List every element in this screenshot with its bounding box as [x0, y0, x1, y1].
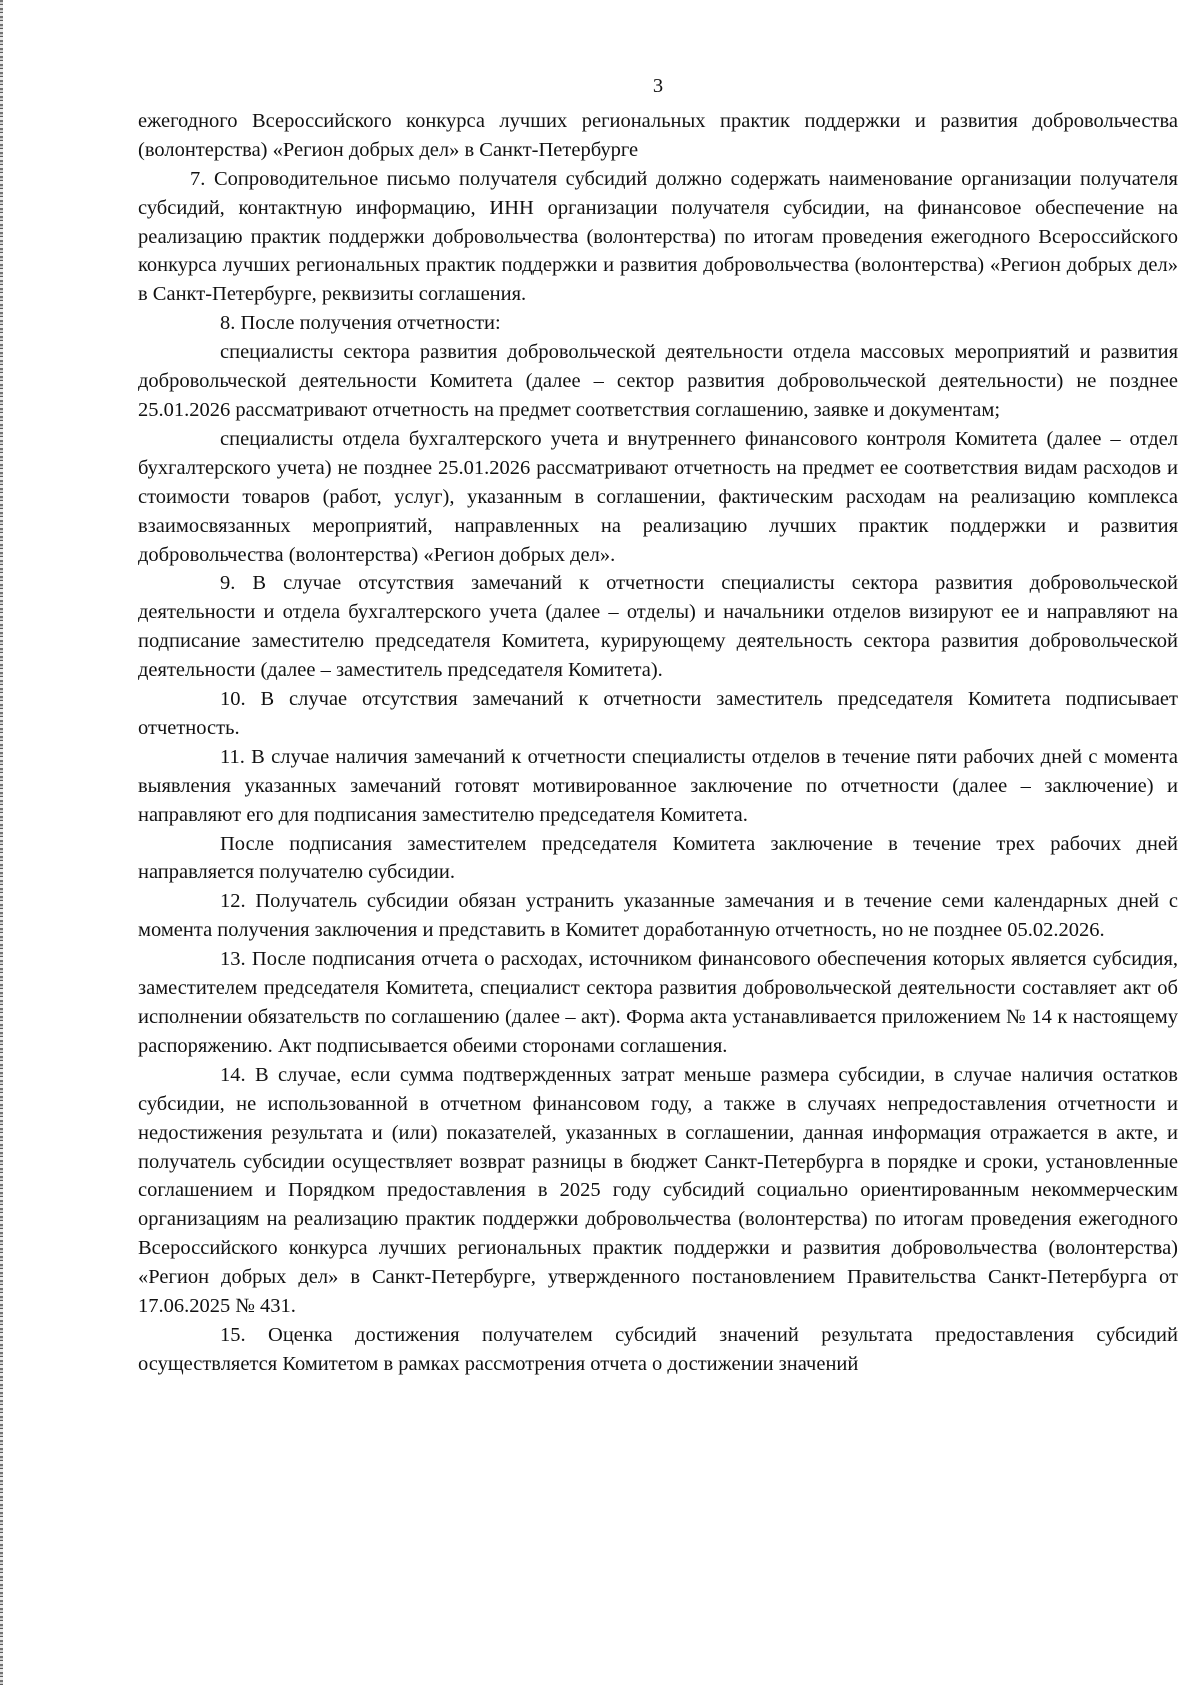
paragraph-14: 14. В случае, если сумма подтвержденных затрат меньше размера субсидии, в случае наличия остатков субсидии, не использованной в отчетном финансовом году, а также в случаях непредоставления отчетности и недостижения результата и (или) показателей, указанных в соглашении, данная информация отражается в акте, и получатель субсидии осуществляет возврат разницы в бюджет Санкт-Петербурга в порядке и сроки, установленные соглашением и Порядком предоставления в 2025 году субсидий социально ориентированным некоммерческим организациям на реализацию практик поддержки добровольчества (волонтерства) по итогам проведения ежегодного Всероссийского конкурса лучших региональных практик поддержки и развития добровольчества (волонтерства) «Регион добрых дел» в Санкт-Петербурге, утвержденного постановлением Правительства Санкт-Петербурга от 17.06.2025 № 431. [138, 1063, 1178, 1318]
paragraph-15: 15. Оценка достижения получателем субсидий значений результата предоставления субсидий осуществляется Комитетом в рамках рассмотрения отчета о достижении значений [138, 1323, 1178, 1375]
paragraph-9: 9. В случае отсутствия замечаний к отчетности специалисты сектора развития добровольческой деятельности и отдела бухгалтерского учета (далее – отделы) и начальники отделов визируют ее и направляют на подписание заместителю председателя Комитета, курирующему деятельность сектора развития добровольческой деятельности (далее – заместитель председателя Комитета). [138, 572, 1178, 682]
paragraph-10: 10. В случае отсутствия замечаний к отчетности заместитель председателя Комитета подписывает отчетность. [138, 688, 1178, 739]
document-page [138, 72, 1178, 1379]
paragraph-8-sector-specialists: специалисты сектора развития добровольческой деятельности отдела массовых мероприятий и развития добровольческой деятельности Комитета (далее – сектор развития добровольческой деятельности) не позднее 25.01.2026 рассматривают отчетность на предмет соответствия соглашению, заявке и документам; [138, 341, 1178, 421]
page-number: 3 [652, 75, 664, 97]
paragraph-13: 13. После подписания отчета о расходах, источником финансового обеспечения которых является субсидия, заместителем председателя Комитета, специалист сектора развития добровольческой деятельности составляет акт об исполнении обязательств по соглашению (далее – акт). Форма акта устанавливается приложением № 14 к настоящему распоряжению. Акт подписывается обеими сторонами соглашения. [138, 948, 1178, 1057]
paragraph-8-accounting-specialists: специалисты отдела бухгалтерского учета и внутреннего финансового контроля Комитета (далее – отдел бухгалтерского учета) не позднее 25.01.2026 рассматривают отчетность на предмет ее соответствия видам расходов и стоимости товаров (работ, услуг), указанным в соглашении, фактическим расходам на реализацию комплекса взаимосвязанных мероприятий, направленных на реализацию лучших практик поддержки и развития добровольчества (волонтерства) «Регион добрых дел». [138, 427, 1178, 566]
paragraph-12: 12. Получатель субсидии обязан устранить указанные замечания и в течение семи календарных дней с момента получения заключения и представить в Комитет доработанную отчетность, но не позднее 05.02.2026. [138, 890, 1178, 942]
paragraph-7: 7. Сопроводительное письмо получателя субсидий должно содержать наименование организации получателя субсидий, контактную информацию, ИНН организации получателя субсидии, на финансовое обеспечение на реализацию практик поддержки добровольчества (волонтерства) по итогам проведения ежегодного Всероссийского конкурса лучших региональных практик поддержки и развития добровольчества (волонтерства) «Регион добрых дел» в Санкт-Петербурге, реквизиты соглашения. [138, 167, 1178, 306]
scan-edge-artifact [0, 0, 3, 1685]
paragraph-8: 8. После получения отчетности: [220, 312, 501, 335]
paragraph-continuation: ежегодного Всероссийского конкурса лучших региональных практик поддержки и развития добровольчества (волонтерства) «Регион добрых дел» в Санкт-Петербурге [138, 109, 1178, 161]
paragraph-11: 11. В случае наличия замечаний к отчетности специалисты отделов в течение пяти рабочих дней с момента выявления указанных замечаний готовят мотивированное заключение по отчетности (далее – заключение) и направляют его для подписания заместителю председателя Комитета. [138, 745, 1178, 826]
paragraph-11-continued: После подписания заместителем председателя Комитета заключение в течение трех рабочих дней направляется получателю субсидии. [138, 832, 1178, 884]
